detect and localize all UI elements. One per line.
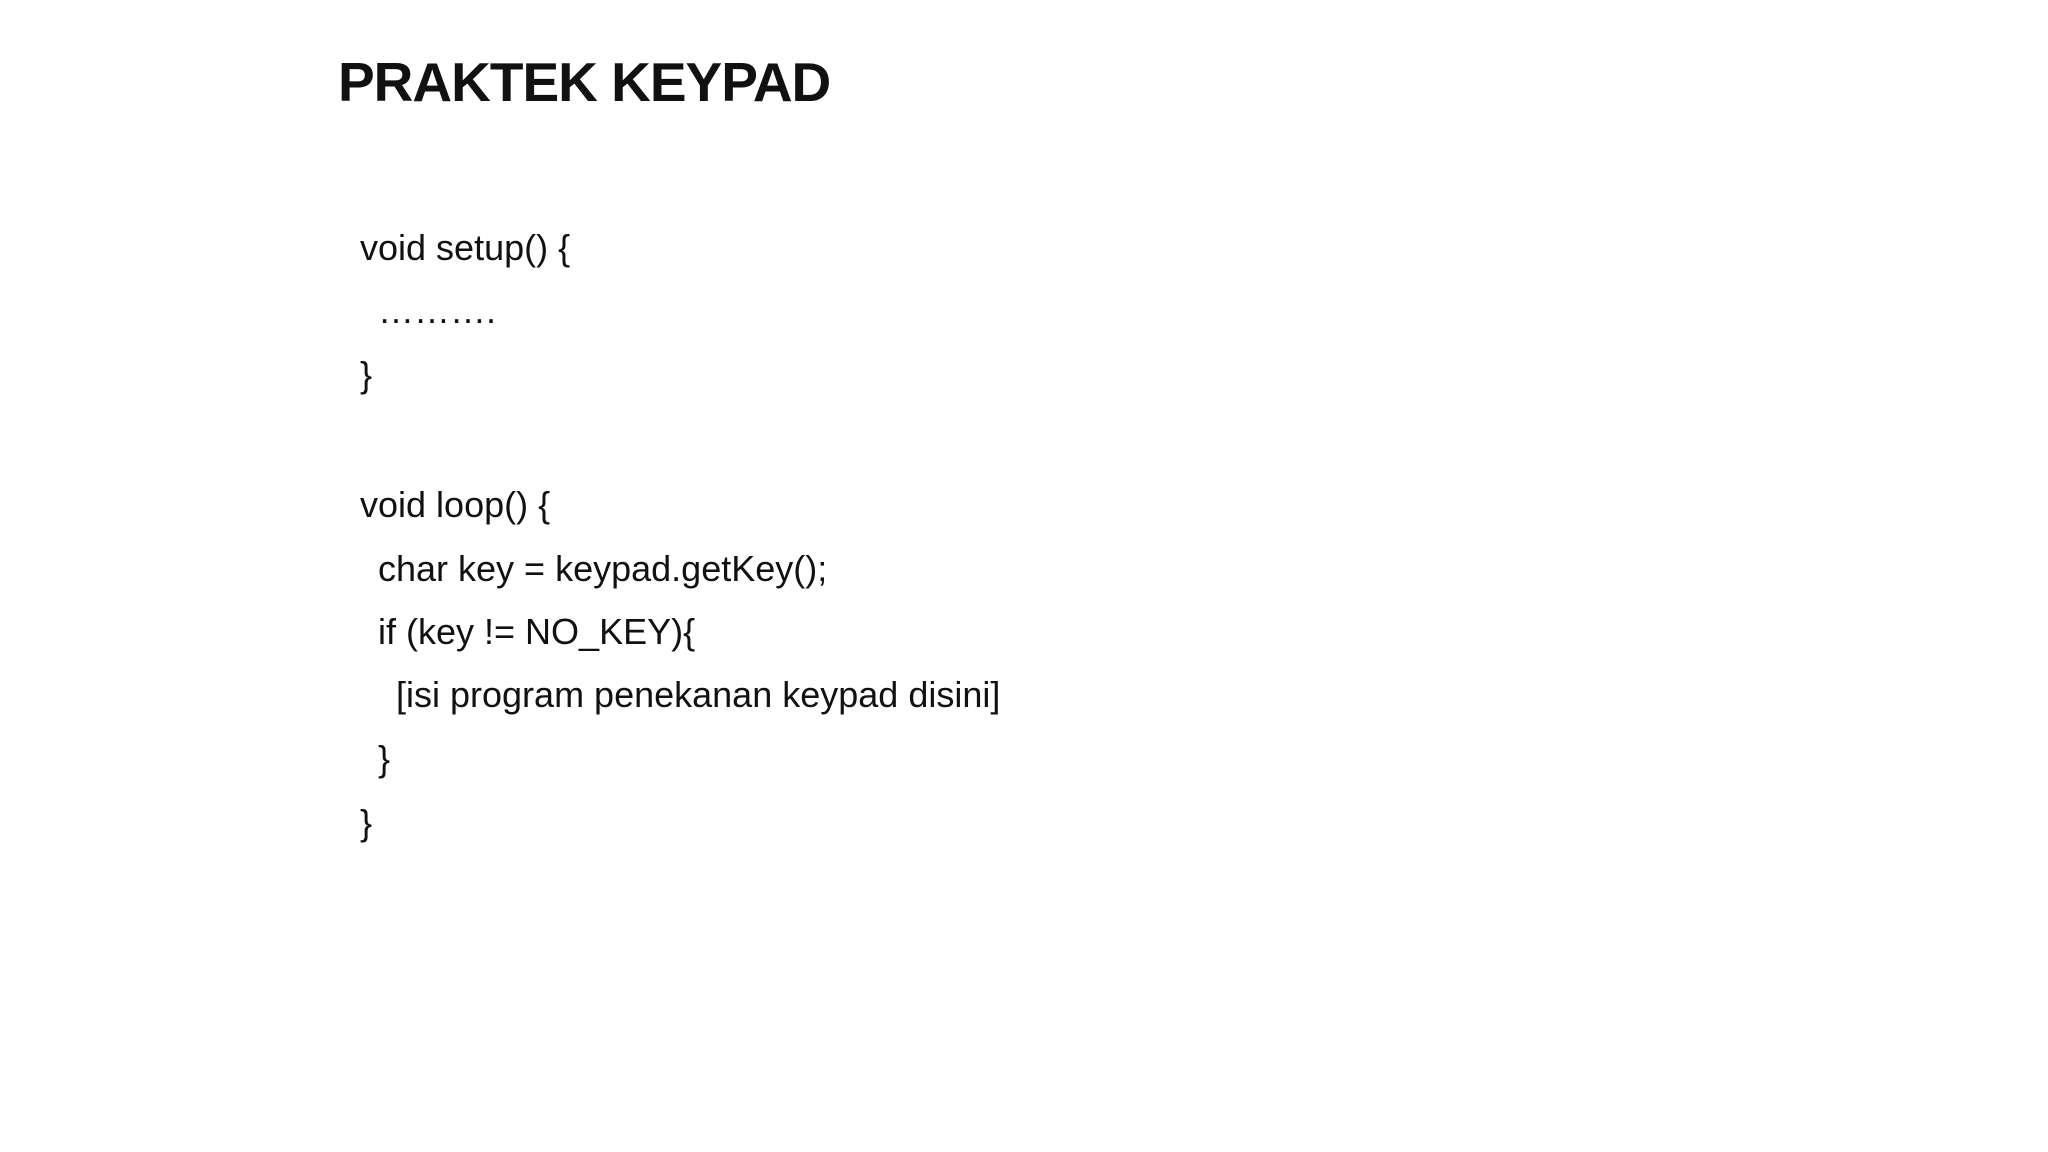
code-line-setup-open: void setup() {	[360, 227, 571, 268]
slide-title: PRAKTEK KEYPAD	[338, 51, 831, 113]
code-line-get-key: char key = keypad.getKey();	[378, 548, 828, 589]
code-line-if-open: if (key != NO_KEY){	[378, 611, 696, 652]
code-line-loop-open: void loop() {	[360, 484, 551, 525]
code-line-setup-close: }	[360, 354, 373, 395]
code-line-if-close: }	[378, 738, 391, 779]
code-line-setup-body: ……….	[378, 290, 497, 331]
code-line-if-body: [isi program penekanan keypad disini]	[396, 674, 1001, 715]
code-line-loop-close: }	[360, 802, 373, 843]
